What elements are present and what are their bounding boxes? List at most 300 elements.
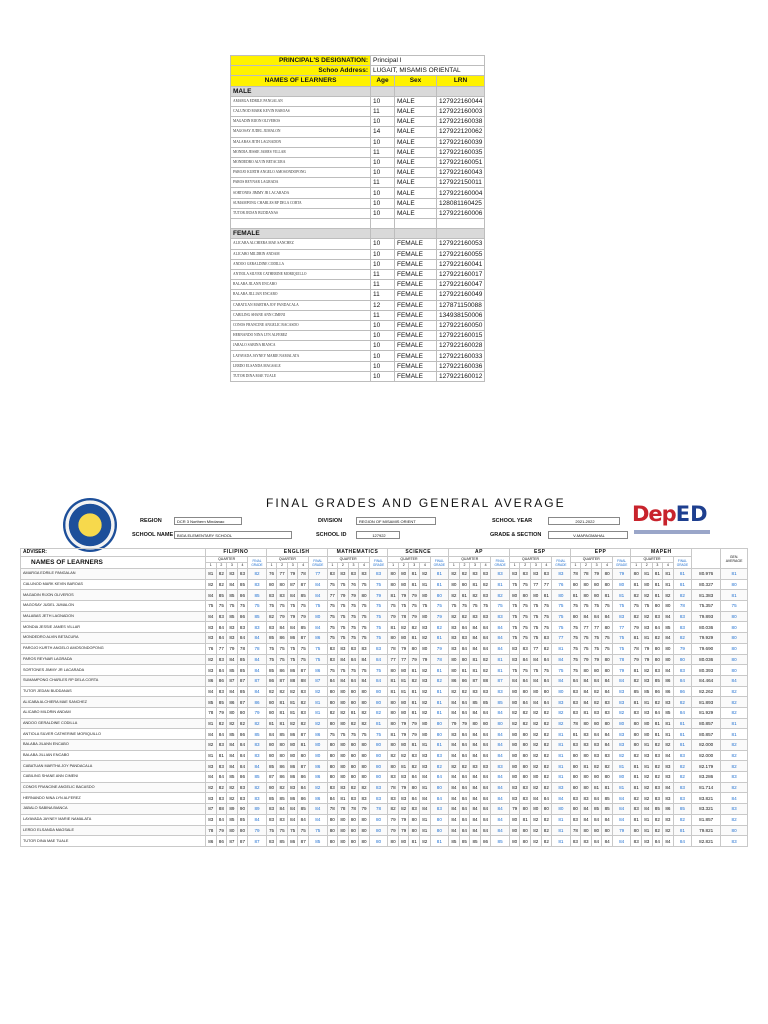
quarter-grade[interactable]: 84 bbox=[480, 707, 491, 718]
quarter-grade[interactable]: 81 bbox=[398, 761, 409, 772]
quarter-grade[interactable]: 84 bbox=[266, 729, 277, 740]
quarter-grade[interactable]: 81 bbox=[216, 750, 227, 761]
quarter-grade[interactable]: 83 bbox=[338, 569, 349, 580]
quarter-grade[interactable]: 82 bbox=[277, 782, 288, 793]
learner-row[interactable] bbox=[231, 371, 485, 381]
quarter-grade[interactable]: 80 bbox=[581, 718, 592, 729]
quarter-grade[interactable]: 78 bbox=[327, 804, 338, 815]
quarter-grade[interactable]: 84 bbox=[327, 793, 338, 804]
quarter-grade[interactable]: 82 bbox=[459, 686, 470, 697]
quarter-grade[interactable]: 87 bbox=[298, 729, 309, 740]
quarter-grade[interactable]: 83 bbox=[663, 761, 674, 772]
quarter-grade[interactable]: 75 bbox=[277, 825, 288, 836]
quarter-grade[interactable]: 82 bbox=[652, 825, 663, 836]
quarter-grade[interactable]: 82 bbox=[480, 654, 491, 665]
quarter-grade[interactable]: 75 bbox=[338, 622, 349, 633]
quarter-grade[interactable]: 79 bbox=[338, 590, 349, 601]
quarter-grade[interactable]: 81 bbox=[470, 654, 481, 665]
quarter-grade[interactable]: 83 bbox=[541, 569, 552, 580]
quarter-grade[interactable]: 82 bbox=[641, 772, 652, 783]
quarter-grade[interactable]: 84 bbox=[470, 772, 481, 783]
grade-row[interactable] bbox=[21, 772, 748, 783]
quarter-grade[interactable]: 83 bbox=[480, 761, 491, 772]
quarter-grade[interactable]: 85 bbox=[227, 590, 238, 601]
quarter-grade[interactable]: 81 bbox=[277, 707, 288, 718]
quarter-grade[interactable]: 81 bbox=[631, 633, 642, 644]
quarter-grade[interactable]: 80 bbox=[388, 761, 399, 772]
quarter-grade[interactable]: 80 bbox=[338, 772, 349, 783]
quarter-grade[interactable]: 83 bbox=[409, 750, 420, 761]
quarter-grade[interactable]: 80 bbox=[459, 654, 470, 665]
quarter-grade[interactable]: 83 bbox=[237, 782, 248, 793]
quarter-grade[interactable]: 84 bbox=[581, 675, 592, 686]
quarter-grade[interactable]: 84 bbox=[470, 707, 481, 718]
quarter-grade[interactable]: 83 bbox=[388, 772, 399, 783]
quarter-grade[interactable]: 87 bbox=[298, 761, 309, 772]
grade-row[interactable] bbox=[21, 750, 748, 761]
quarter-grade[interactable]: 75 bbox=[470, 601, 481, 612]
quarter-grade[interactable]: 82 bbox=[652, 633, 663, 644]
quarter-grade[interactable]: 83 bbox=[652, 793, 663, 804]
quarter-grade[interactable]: 75 bbox=[348, 601, 359, 612]
quarter-grade[interactable]: 85 bbox=[266, 761, 277, 772]
quarter-grade[interactable]: 75 bbox=[509, 665, 520, 676]
quarter-grade[interactable]: 84 bbox=[531, 675, 542, 686]
quarter-grade[interactable]: 80 bbox=[581, 579, 592, 590]
quarter-grade[interactable]: 75 bbox=[227, 601, 238, 612]
quarter-grade[interactable]: 84 bbox=[205, 611, 216, 622]
quarter-grade[interactable]: 75 bbox=[641, 601, 652, 612]
quarter-grade[interactable]: 80 bbox=[509, 772, 520, 783]
quarter-grade[interactable]: 83 bbox=[663, 814, 674, 825]
quarter-grade[interactable]: 80 bbox=[388, 569, 399, 580]
learner-row[interactable] bbox=[231, 127, 485, 137]
grade-row[interactable] bbox=[21, 590, 748, 601]
quarter-grade[interactable]: 87 bbox=[266, 772, 277, 783]
quarter-grade[interactable]: 82 bbox=[541, 718, 552, 729]
quarter-grade[interactable]: 83 bbox=[591, 740, 602, 751]
quarter-grade[interactable]: 82 bbox=[409, 675, 420, 686]
quarter-grade[interactable]: 81 bbox=[591, 782, 602, 793]
quarter-grade[interactable]: 80 bbox=[570, 772, 581, 783]
quarter-grade[interactable]: 87 bbox=[227, 675, 238, 686]
quarter-grade[interactable]: 80 bbox=[327, 718, 338, 729]
quarter-grade[interactable]: 85 bbox=[663, 622, 674, 633]
quarter-grade[interactable]: 81 bbox=[348, 707, 359, 718]
quarter-grade[interactable]: 81 bbox=[409, 707, 420, 718]
quarter-grade[interactable]: 86 bbox=[277, 665, 288, 676]
quarter-grade[interactable]: 81 bbox=[409, 697, 420, 708]
quarter-grade[interactable]: 80 bbox=[509, 750, 520, 761]
quarter-grade[interactable]: 83 bbox=[266, 590, 277, 601]
quarter-grade[interactable]: 80 bbox=[338, 750, 349, 761]
quarter-grade[interactable]: 80 bbox=[631, 740, 642, 751]
quarter-grade[interactable]: 83 bbox=[359, 643, 370, 654]
quarter-grade[interactable]: 85 bbox=[277, 836, 288, 847]
learner-row[interactable] bbox=[231, 331, 485, 341]
quarter-grade[interactable]: 80 bbox=[631, 729, 642, 740]
quarter-grade[interactable]: 78 bbox=[398, 611, 409, 622]
quarter-grade[interactable]: 87 bbox=[470, 675, 481, 686]
quarter-grade[interactable]: 80 bbox=[520, 804, 531, 815]
quarter-grade[interactable]: 80 bbox=[591, 665, 602, 676]
quarter-grade[interactable]: 84 bbox=[581, 697, 592, 708]
quarter-grade[interactable]: 81 bbox=[388, 622, 399, 633]
quarter-grade[interactable]: 83 bbox=[237, 622, 248, 633]
quarter-grade[interactable]: 75 bbox=[338, 579, 349, 590]
quarter-grade[interactable]: 81 bbox=[652, 590, 663, 601]
quarter-grade[interactable]: 80 bbox=[338, 718, 349, 729]
learner-row[interactable] bbox=[231, 341, 485, 351]
quarter-grade[interactable]: 79 bbox=[591, 569, 602, 580]
quarter-grade[interactable]: 81 bbox=[541, 590, 552, 601]
quarter-grade[interactable]: 84 bbox=[591, 814, 602, 825]
quarter-grade[interactable]: 82 bbox=[531, 750, 542, 761]
quarter-grade[interactable]: 82 bbox=[541, 740, 552, 751]
quarter-grade[interactable]: 84 bbox=[459, 643, 470, 654]
quarter-grade[interactable]: 86 bbox=[216, 836, 227, 847]
grade-row[interactable] bbox=[21, 782, 748, 793]
quarter-grade[interactable]: 80 bbox=[388, 697, 399, 708]
quarter-grade[interactable]: 81 bbox=[641, 825, 652, 836]
quarter-grade[interactable]: 80 bbox=[509, 836, 520, 847]
quarter-grade[interactable]: 84 bbox=[520, 675, 531, 686]
quarter-grade[interactable]: 75 bbox=[480, 601, 491, 612]
quarter-grade[interactable]: 83 bbox=[641, 675, 652, 686]
quarter-grade[interactable]: 84 bbox=[480, 750, 491, 761]
quarter-grade[interactable]: 80 bbox=[602, 825, 613, 836]
quarter-grade[interactable]: 83 bbox=[216, 686, 227, 697]
quarter-grade[interactable]: 82 bbox=[459, 611, 470, 622]
quarter-grade[interactable]: 82 bbox=[663, 590, 674, 601]
quarter-grade[interactable]: 75 bbox=[570, 601, 581, 612]
quarter-grade[interactable]: 86 bbox=[480, 836, 491, 847]
quarter-grade[interactable]: 83 bbox=[277, 814, 288, 825]
quarter-grade[interactable]: 75 bbox=[338, 665, 349, 676]
quarter-grade[interactable]: 82 bbox=[359, 718, 370, 729]
quarter-grade[interactable]: 80 bbox=[420, 729, 431, 740]
quarter-grade[interactable]: 82 bbox=[388, 804, 399, 815]
quarter-grade[interactable]: 79 bbox=[449, 718, 460, 729]
quarter-grade[interactable]: 83 bbox=[420, 761, 431, 772]
quarter-grade[interactable]: 76 bbox=[205, 643, 216, 654]
quarter-grade[interactable]: 75 bbox=[509, 622, 520, 633]
quarter-grade[interactable]: 81 bbox=[298, 740, 309, 751]
quarter-grade[interactable]: 83 bbox=[480, 590, 491, 601]
quarter-grade[interactable]: 85 bbox=[641, 686, 652, 697]
grade-row[interactable] bbox=[21, 718, 748, 729]
quarter-grade[interactable]: 82 bbox=[327, 707, 338, 718]
quarter-grade[interactable]: 81 bbox=[338, 793, 349, 804]
quarter-grade[interactable]: 82 bbox=[420, 633, 431, 644]
quarter-grade[interactable]: 80 bbox=[581, 665, 592, 676]
quarter-grade[interactable]: 82 bbox=[652, 772, 663, 783]
quarter-grade[interactable]: 85 bbox=[277, 729, 288, 740]
quarter-grade[interactable]: 83 bbox=[631, 836, 642, 847]
quarter-grade[interactable]: 84 bbox=[449, 740, 460, 751]
quarter-grade[interactable]: 78 bbox=[237, 643, 248, 654]
quarter-grade[interactable]: 80 bbox=[359, 836, 370, 847]
quarter-grade[interactable]: 82 bbox=[531, 836, 542, 847]
learner-row[interactable] bbox=[231, 290, 485, 300]
quarter-grade[interactable]: 80 bbox=[570, 611, 581, 622]
quarter-grade[interactable]: 83 bbox=[602, 697, 613, 708]
quarter-grade[interactable]: 82 bbox=[348, 718, 359, 729]
quarter-grade[interactable]: 80 bbox=[420, 643, 431, 654]
quarter-grade[interactable]: 82 bbox=[398, 750, 409, 761]
quarter-grade[interactable]: 81 bbox=[631, 782, 642, 793]
quarter-grade[interactable]: 84 bbox=[237, 740, 248, 751]
quarter-grade[interactable]: 80 bbox=[388, 836, 399, 847]
quarter-grade[interactable]: 84 bbox=[298, 782, 309, 793]
learner-row[interactable] bbox=[231, 147, 485, 157]
quarter-grade[interactable]: 83 bbox=[227, 622, 238, 633]
quarter-grade[interactable]: 75 bbox=[581, 601, 592, 612]
quarter-grade[interactable]: 75 bbox=[581, 633, 592, 644]
quarter-grade[interactable]: 75 bbox=[327, 579, 338, 590]
quarter-grade[interactable]: 89 bbox=[227, 804, 238, 815]
quarter-grade[interactable]: 84 bbox=[663, 633, 674, 644]
quarter-grade[interactable]: 84 bbox=[205, 686, 216, 697]
quarter-grade[interactable]: 84 bbox=[338, 654, 349, 665]
quarter-grade[interactable]: 83 bbox=[470, 569, 481, 580]
quarter-grade[interactable]: 75 bbox=[359, 579, 370, 590]
quarter-grade[interactable]: 79 bbox=[348, 590, 359, 601]
quarter-grade[interactable]: 83 bbox=[570, 814, 581, 825]
quarter-grade[interactable]: 84 bbox=[570, 675, 581, 686]
quarter-grade[interactable]: 83 bbox=[359, 793, 370, 804]
quarter-grade[interactable]: 80 bbox=[641, 729, 652, 740]
quarter-grade[interactable]: 77 bbox=[216, 643, 227, 654]
quarter-grade[interactable]: 80 bbox=[641, 718, 652, 729]
quarter-grade[interactable]: 79 bbox=[398, 825, 409, 836]
quarter-grade[interactable]: 81 bbox=[641, 740, 652, 751]
quarter-grade[interactable]: 84 bbox=[541, 793, 552, 804]
quarter-grade[interactable]: 80 bbox=[570, 761, 581, 772]
quarter-grade[interactable]: 82 bbox=[449, 569, 460, 580]
quarter-grade[interactable]: 84 bbox=[602, 836, 613, 847]
quarter-grade[interactable]: 75 bbox=[531, 622, 542, 633]
quarter-grade[interactable]: 85 bbox=[227, 611, 238, 622]
quarter-grade[interactable]: 84 bbox=[227, 750, 238, 761]
quarter-grade[interactable]: 87 bbox=[298, 633, 309, 644]
quarter-grade[interactable]: 81 bbox=[470, 579, 481, 590]
quarter-grade[interactable]: 80 bbox=[541, 686, 552, 697]
quarter-grade[interactable]: 86 bbox=[287, 665, 298, 676]
quarter-grade[interactable]: 82 bbox=[531, 740, 542, 751]
quarter-grade[interactable]: 82 bbox=[227, 718, 238, 729]
quarter-grade[interactable]: 81 bbox=[652, 569, 663, 580]
quarter-grade[interactable]: 77 bbox=[398, 654, 409, 665]
quarter-grade[interactable]: 83 bbox=[266, 836, 277, 847]
quarter-grade[interactable]: 80 bbox=[602, 569, 613, 580]
quarter-grade[interactable]: 75 bbox=[277, 643, 288, 654]
quarter-grade[interactable]: 83 bbox=[652, 782, 663, 793]
quarter-grade[interactable]: 86 bbox=[459, 675, 470, 686]
learner-row[interactable] bbox=[231, 300, 485, 310]
quarter-grade[interactable]: 86 bbox=[237, 772, 248, 783]
quarter-grade[interactable]: 85 bbox=[449, 836, 460, 847]
quarter-grade[interactable]: 83 bbox=[216, 740, 227, 751]
quarter-grade[interactable]: 84 bbox=[449, 814, 460, 825]
quarter-grade[interactable]: 79 bbox=[287, 569, 298, 580]
quarter-grade[interactable]: 84 bbox=[277, 804, 288, 815]
quarter-grade[interactable]: 85 bbox=[266, 665, 277, 676]
quarter-grade[interactable]: 83 bbox=[570, 707, 581, 718]
quarter-grade[interactable]: 75 bbox=[459, 601, 470, 612]
quarter-grade[interactable]: 83 bbox=[520, 643, 531, 654]
grade-row[interactable] bbox=[21, 740, 748, 751]
quarter-grade[interactable]: 80 bbox=[348, 761, 359, 772]
quarter-grade[interactable]: 80 bbox=[388, 707, 399, 718]
learner-row[interactable] bbox=[231, 178, 485, 188]
quarter-grade[interactable]: 75 bbox=[348, 611, 359, 622]
quarter-grade[interactable]: 84 bbox=[205, 772, 216, 783]
quarter-grade[interactable]: 80 bbox=[581, 590, 592, 601]
quarter-grade[interactable]: 83 bbox=[205, 814, 216, 825]
quarter-grade[interactable]: 79 bbox=[216, 707, 227, 718]
quarter-grade[interactable]: 80 bbox=[470, 718, 481, 729]
quarter-grade[interactable]: 80 bbox=[602, 579, 613, 590]
quarter-grade[interactable]: 75 bbox=[520, 622, 531, 633]
quarter-grade[interactable]: 85 bbox=[470, 697, 481, 708]
learner-row[interactable] bbox=[231, 310, 485, 320]
quarter-grade[interactable]: 85 bbox=[663, 707, 674, 718]
quarter-grade[interactable]: 80 bbox=[602, 772, 613, 783]
quarter-grade[interactable]: 80 bbox=[602, 654, 613, 665]
quarter-grade[interactable]: 87 bbox=[298, 579, 309, 590]
quarter-grade[interactable]: 84 bbox=[216, 729, 227, 740]
quarter-grade[interactable]: 75 bbox=[531, 611, 542, 622]
quarter-grade[interactable]: 84 bbox=[205, 729, 216, 740]
quarter-grade[interactable]: 80 bbox=[459, 579, 470, 590]
quarter-grade[interactable]: 75 bbox=[327, 729, 338, 740]
quarter-grade[interactable]: 83 bbox=[459, 633, 470, 644]
quarter-grade[interactable]: 85 bbox=[237, 665, 248, 676]
quarter-grade[interactable]: 81 bbox=[631, 814, 642, 825]
quarter-grade[interactable]: 84 bbox=[602, 675, 613, 686]
quarter-grade[interactable]: 83 bbox=[570, 836, 581, 847]
quarter-grade[interactable]: 84 bbox=[663, 750, 674, 761]
quarter-grade[interactable]: 83 bbox=[266, 804, 277, 815]
quarter-grade[interactable]: 84 bbox=[420, 793, 431, 804]
quarter-grade[interactable]: 80 bbox=[266, 697, 277, 708]
quarter-grade[interactable]: 80 bbox=[663, 601, 674, 612]
learner-row[interactable] bbox=[231, 259, 485, 269]
grade-row[interactable] bbox=[21, 804, 748, 815]
quarter-grade[interactable]: 84 bbox=[287, 804, 298, 815]
quarter-grade[interactable]: 81 bbox=[287, 697, 298, 708]
quarter-grade[interactable]: 82 bbox=[216, 569, 227, 580]
quarter-grade[interactable]: 84 bbox=[531, 654, 542, 665]
quarter-grade[interactable]: 80 bbox=[409, 814, 420, 825]
quarter-grade[interactable]: 81 bbox=[388, 675, 399, 686]
quarter-grade[interactable]: 81 bbox=[631, 579, 642, 590]
quarter-grade[interactable]: 80 bbox=[237, 825, 248, 836]
quarter-grade[interactable]: 83 bbox=[591, 750, 602, 761]
quarter-grade[interactable]: 80 bbox=[591, 825, 602, 836]
quarter-grade[interactable]: 75 bbox=[287, 601, 298, 612]
school-year-value[interactable]: 2021-2022 bbox=[548, 517, 620, 525]
quarter-grade[interactable]: 83 bbox=[652, 750, 663, 761]
quarter-grade[interactable]: 81 bbox=[631, 761, 642, 772]
quarter-grade[interactable]: 84 bbox=[216, 814, 227, 825]
quarter-grade[interactable]: 82 bbox=[480, 579, 491, 590]
quarter-grade[interactable]: 86 bbox=[277, 761, 288, 772]
quarter-grade[interactable]: 82 bbox=[420, 686, 431, 697]
quarter-grade[interactable]: 75 bbox=[348, 633, 359, 644]
quarter-grade[interactable]: 80 bbox=[509, 590, 520, 601]
quarter-grade[interactable]: 83 bbox=[205, 622, 216, 633]
quarter-grade[interactable]: 81 bbox=[570, 590, 581, 601]
quarter-grade[interactable]: 80 bbox=[409, 643, 420, 654]
grade-row[interactable] bbox=[21, 814, 748, 825]
quarter-grade[interactable]: 81 bbox=[641, 814, 652, 825]
quarter-grade[interactable]: 82 bbox=[631, 590, 642, 601]
quarter-grade[interactable]: 75 bbox=[287, 654, 298, 665]
quarter-grade[interactable]: 85 bbox=[591, 804, 602, 815]
quarter-grade[interactable]: 75 bbox=[237, 601, 248, 612]
quarter-grade[interactable]: 82 bbox=[520, 718, 531, 729]
quarter-grade[interactable]: 81 bbox=[641, 761, 652, 772]
quarter-grade[interactable]: 83 bbox=[205, 633, 216, 644]
quarter-grade[interactable]: 83 bbox=[398, 772, 409, 783]
quarter-grade[interactable]: 75 bbox=[541, 611, 552, 622]
learner-row[interactable] bbox=[231, 106, 485, 116]
quarter-grade[interactable]: 83 bbox=[570, 793, 581, 804]
quarter-grade[interactable]: 82 bbox=[205, 740, 216, 751]
quarter-grade[interactable]: 80 bbox=[520, 750, 531, 761]
quarter-grade[interactable]: 80 bbox=[398, 633, 409, 644]
quarter-grade[interactable]: 83 bbox=[359, 569, 370, 580]
quarter-grade[interactable]: 83 bbox=[420, 750, 431, 761]
quarter-grade[interactable]: 81 bbox=[663, 579, 674, 590]
quarter-grade[interactable]: 83 bbox=[266, 622, 277, 633]
quarter-grade[interactable]: 84 bbox=[420, 772, 431, 783]
quarter-grade[interactable]: 75 bbox=[359, 633, 370, 644]
quarter-grade[interactable]: 80 bbox=[520, 686, 531, 697]
quarter-grade[interactable]: 80 bbox=[641, 579, 652, 590]
quarter-grade[interactable]: 83 bbox=[205, 665, 216, 676]
quarter-grade[interactable]: 82 bbox=[420, 836, 431, 847]
quarter-grade[interactable]: 80 bbox=[277, 740, 288, 751]
quarter-grade[interactable]: 82 bbox=[531, 729, 542, 740]
quarter-grade[interactable]: 79 bbox=[631, 622, 642, 633]
quarter-grade[interactable]: 81 bbox=[277, 697, 288, 708]
quarter-grade[interactable]: 86 bbox=[663, 675, 674, 686]
quarter-grade[interactable]: 85 bbox=[237, 686, 248, 697]
quarter-grade[interactable]: 80 bbox=[398, 697, 409, 708]
quarter-grade[interactable]: 80 bbox=[509, 740, 520, 751]
quarter-grade[interactable]: 84 bbox=[459, 697, 470, 708]
quarter-grade[interactable]: 80 bbox=[541, 804, 552, 815]
learner-row[interactable] bbox=[231, 168, 485, 178]
quarter-grade[interactable]: 75 bbox=[359, 601, 370, 612]
learner-row[interactable] bbox=[231, 137, 485, 147]
quarter-grade[interactable]: 84 bbox=[216, 633, 227, 644]
grade-row[interactable] bbox=[21, 611, 748, 622]
quarter-grade[interactable]: 75 bbox=[591, 643, 602, 654]
quarter-grade[interactable]: 83 bbox=[470, 761, 481, 772]
quarter-grade[interactable]: 75 bbox=[348, 622, 359, 633]
quarter-grade[interactable]: 84 bbox=[581, 814, 592, 825]
quarter-grade[interactable]: 81 bbox=[409, 579, 420, 590]
quarter-grade[interactable]: 75 bbox=[205, 601, 216, 612]
quarter-grade[interactable]: 80 bbox=[359, 697, 370, 708]
quarter-grade[interactable]: 83 bbox=[205, 761, 216, 772]
quarter-grade[interactable]: 79 bbox=[388, 611, 399, 622]
quarter-grade[interactable]: 80 bbox=[591, 579, 602, 590]
